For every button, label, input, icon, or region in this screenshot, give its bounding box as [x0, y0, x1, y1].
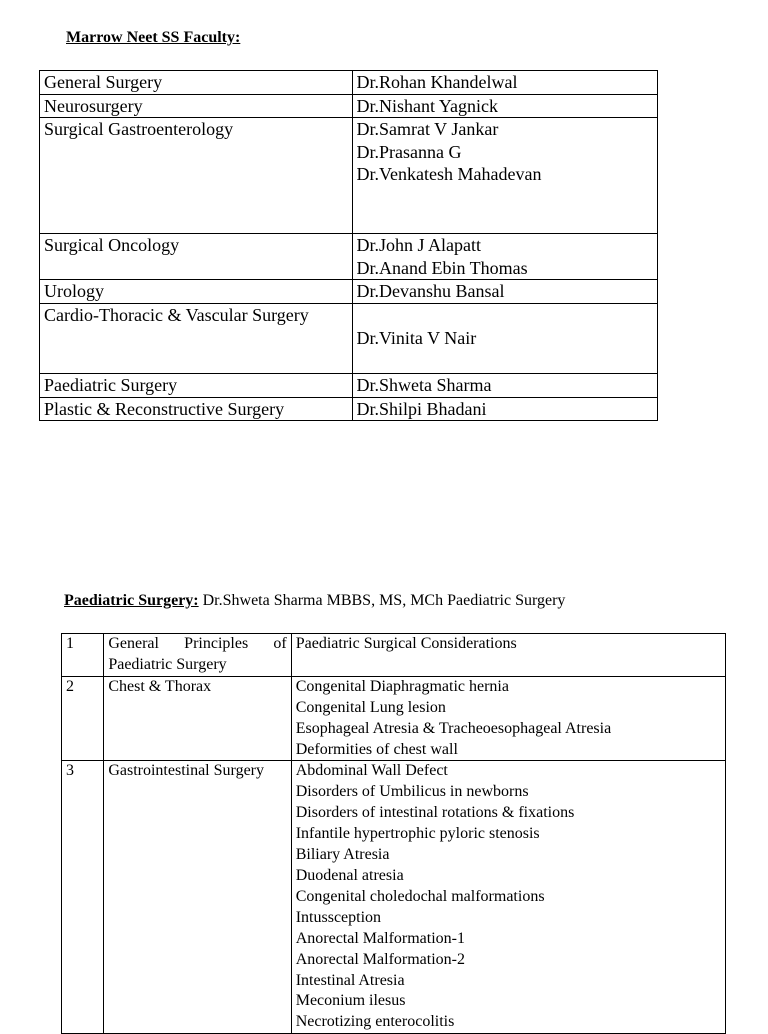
doctor-name: Dr.Nishant Yagnick — [356, 95, 499, 116]
row-number: 3 — [62, 761, 104, 1034]
doctor-name: Dr.John J Alapatt — [356, 235, 482, 256]
doctor-name: Dr.Prasanna G — [356, 141, 462, 162]
doctor-cell — [352, 71, 657, 95]
topic-item: Meconium ilesus — [295, 992, 406, 1010]
topic-item: Paediatric Surgical Considerations — [295, 635, 517, 652]
doctor-cell — [352, 234, 657, 280]
topic-item: Congenital choledochal malformations — [295, 887, 545, 905]
specialty-cell: Cardio-Thoracic & Vascular Surgery — [40, 303, 353, 373]
doctor-name: Dr.Shweta Sharma — [356, 374, 492, 395]
topic-item: Intestinal Atresia — [295, 971, 405, 989]
specialty-cell: Surgical Gastroenterology — [40, 118, 353, 234]
table-row — [40, 303, 658, 373]
doctor-name: Dr.Vinita V Nair — [356, 328, 477, 349]
topic-item: Disorders of Umbilicus in newborns — [295, 783, 529, 801]
table-row — [40, 373, 658, 397]
topic-list — [291, 761, 725, 1034]
topic-item: Intussception — [295, 908, 382, 926]
table-row — [62, 634, 726, 677]
doctor-name: Dr.Samrat V Jankar — [356, 119, 499, 140]
specialty-cell: General Surgery — [40, 71, 353, 95]
table-row — [40, 71, 658, 95]
topic-item: Infantile hypertrophic pyloric stenosis — [295, 825, 540, 843]
table-row — [62, 761, 726, 1034]
topic-item: Congenital Diaphragmatic hernia — [295, 677, 509, 695]
topic-item: Necrotizing enterocolitis — [295, 1013, 455, 1031]
doctor-name: Dr.Venkatesh Mahadevan — [356, 164, 542, 185]
table-row — [40, 94, 658, 118]
table-row — [40, 397, 658, 421]
doctor-name: Dr.Shilpi Bhadani — [356, 398, 487, 419]
topic-area: Gastrointestinal Surgery — [104, 761, 291, 1034]
paediatric-topics-table — [61, 633, 726, 1034]
topic-item: Esophageal Atresia & Tracheoesophageal Atresia — [295, 719, 612, 737]
specialty-cell: Plastic & Reconstructive Surgery — [40, 397, 353, 421]
doctor-cell — [352, 94, 657, 118]
topic-item: Duodenal atresia — [295, 866, 404, 884]
doctor-cell — [352, 397, 657, 421]
topic-list — [291, 676, 725, 761]
topic-item: Abdominal Wall Defect — [295, 762, 448, 780]
doctor-name: Dr.Anand Ebin Thomas — [356, 257, 528, 278]
table-row — [40, 280, 658, 304]
topic-list — [291, 634, 725, 677]
table-row — [62, 676, 726, 761]
topic-item: Anorectal Malformation-2 — [295, 950, 465, 968]
faculty-table — [39, 70, 658, 421]
topic-item: Anorectal Malformation-1 — [295, 929, 465, 947]
row-number: 2 — [62, 676, 104, 761]
topic-item: Congenital Lung lesion — [295, 698, 446, 716]
doctor-name: Dr.Rohan Khandelwal — [356, 72, 518, 92]
topic-item: Biliary Atresia — [295, 846, 390, 864]
topic-item: Deformities of chest wall — [295, 740, 458, 758]
specialty-cell: Urology — [40, 280, 353, 304]
faculty-heading: Marrow Neet SS Faculty: — [66, 29, 241, 46]
topic-item: Disorders of intestinal rotations & fixations — [295, 804, 575, 822]
specialty-cell: Neurosurgery — [40, 94, 353, 118]
table-row — [40, 118, 658, 234]
doctor-cell — [352, 373, 657, 397]
doctor-cell — [352, 280, 657, 304]
row-number: 1 — [62, 634, 104, 677]
paediatric-faculty-line: Dr.Shweta Sharma MBBS, MS, MCh Paediatric Surgery — [198, 592, 566, 609]
paediatric-heading-label: Paediatric Surgery: — [64, 592, 199, 609]
topic-area: General Principles of Paediatric Surgery — [104, 634, 291, 677]
paediatric-heading — [64, 592, 565, 610]
table-row — [40, 234, 658, 280]
doctor-name: Dr.Devanshu Bansal — [356, 281, 505, 302]
doctor-cell — [352, 118, 657, 234]
specialty-cell: Paediatric Surgery — [40, 373, 353, 397]
doctor-cell — [352, 303, 657, 373]
specialty-cell: Surgical Oncology — [40, 234, 353, 280]
topic-area: Chest & Thorax — [104, 676, 291, 761]
